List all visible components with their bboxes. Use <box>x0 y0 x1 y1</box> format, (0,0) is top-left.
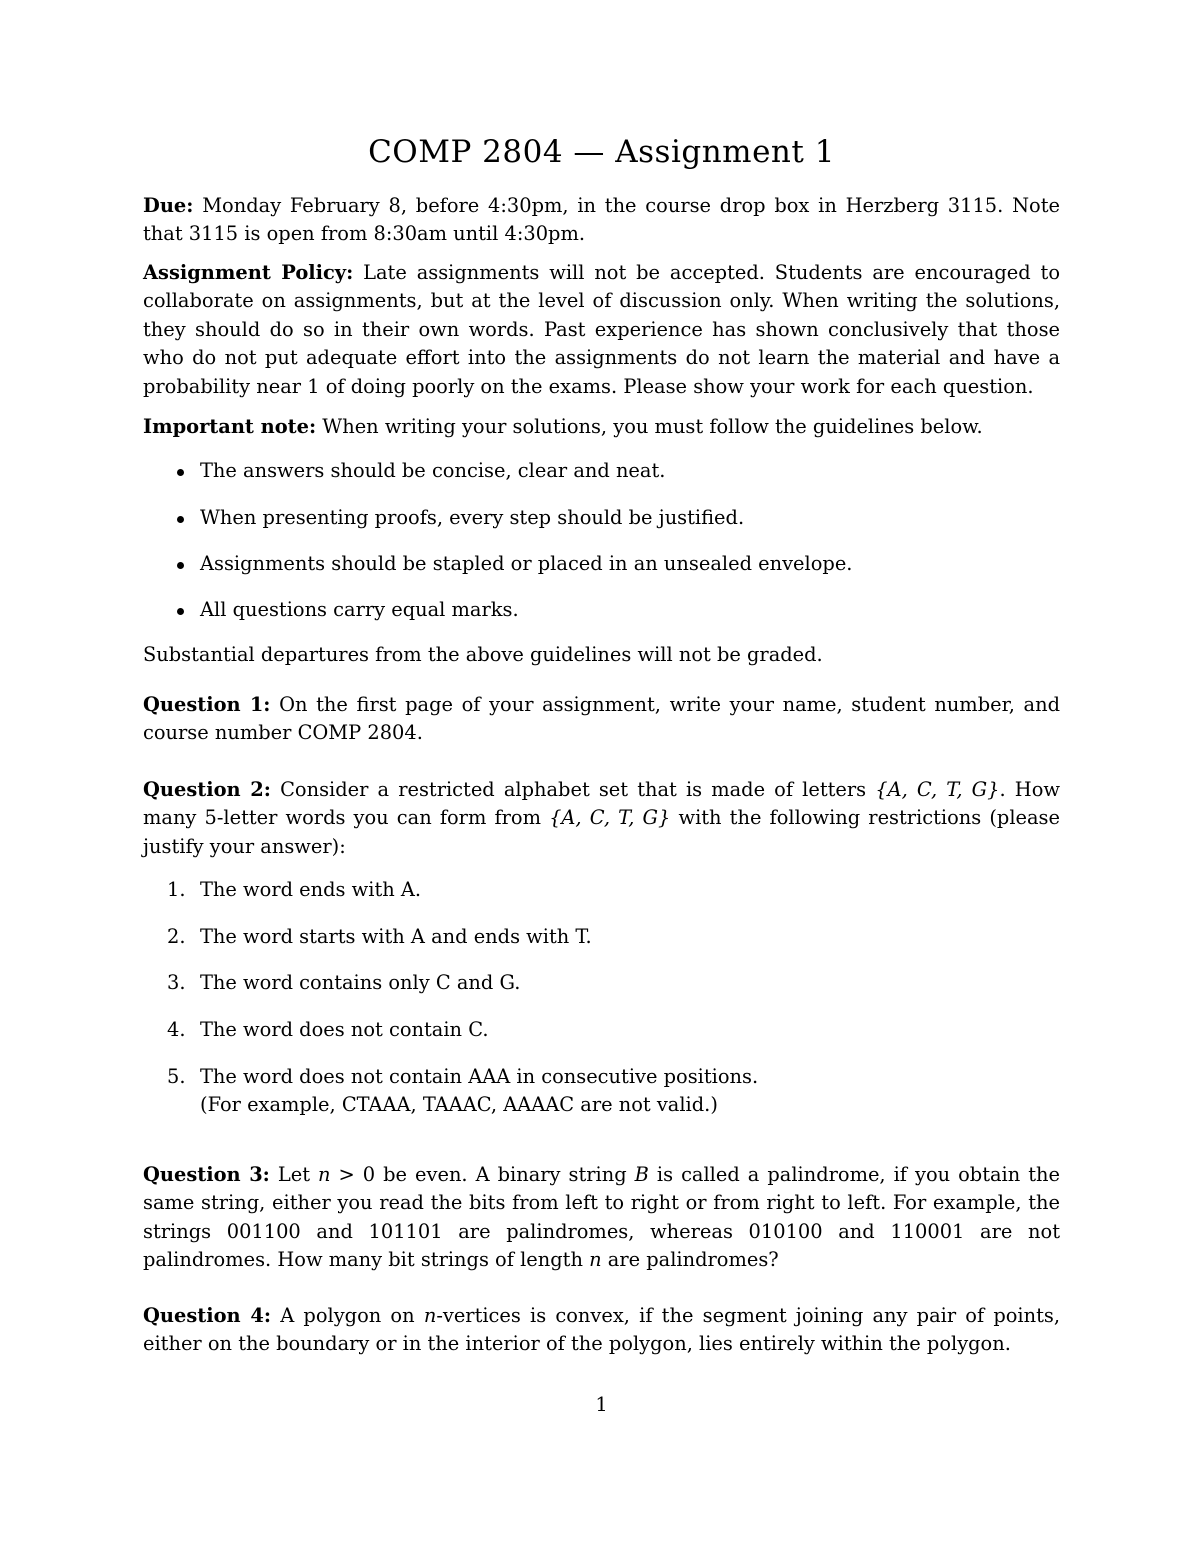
alphabet-set: {A, C, T, G} <box>875 778 1000 801</box>
page-number: 1 <box>595 1393 608 1416</box>
question-1 <box>143 691 1060 748</box>
due-label: Due: <box>143 194 194 217</box>
question-2-label: Question 2: <box>143 778 271 801</box>
bullet-icon <box>177 469 184 476</box>
question-3-label: Question 3: <box>143 1163 270 1186</box>
question-1-label: Question 1: <box>143 693 271 716</box>
bullet-icon <box>177 608 184 615</box>
question-2: Question 2: Consider a restricted alphabet set that is made of letters {A, C, T, G}. How many 5-letter words you can form from {A, C, T, G} with the following restrictions (please justify your answer): <box>143 778 1060 858</box>
note-paragraph <box>143 413 1060 441</box>
question-1-text: On the first page of your assignment, write your name, student number, and course number COMP 2804. <box>143 693 1060 745</box>
policy-paragraph <box>143 259 1060 401</box>
question-3: Question 3: Let n > 0 be even. A binary string B is called a palindrome, if you obtain the same string, either you read the bits from left to right or from right to left. For example, the strings 001100 and 101101 are palindromes, whereas 010100 and 110001 are not palindromes. How many bit strings of length n are palindromes? <box>143 1163 1060 1272</box>
due-paragraph <box>143 192 1060 249</box>
question-4-label: Question 4: <box>143 1304 272 1327</box>
policy-text: Late assignments will not be accepted. Students are encouraged to collaborate on assignments, but at the level of discussion only. When writing the solutions, they should do so in their own words. Past experience has shown conclusively that those who do not put adequate effort into the assignments do not learn the material and have a probability near 1 of doing poorly on the exams. Please show your work for each question. <box>143 261 1060 398</box>
note-text: When writing your solutions, you must follow the guidelines below. <box>322 415 983 438</box>
alphabet-set: {A, C, T, G} <box>549 806 671 830</box>
page-title: COMP 2804 — Assignment 1 <box>368 134 835 170</box>
question-4: Question 4: A polygon on n-vertices is convex, if the segment joining any pair of points, either on the boundary or in the interior of the polygon, lies entirely within the polygon. <box>143 1304 1061 1356</box>
note-label: Important note: <box>143 415 317 438</box>
due-text: Monday February 8, before 4:30pm, in the course drop box in Herzberg 3115. Note that 3115 is open from 8:30am until 4:30pm. <box>143 194 1060 246</box>
bullet-icon <box>177 516 184 523</box>
departures-paragraph: Substantial departures from the above guidelines will not be graded. <box>143 643 823 666</box>
bullet-icon <box>177 562 184 569</box>
policy-label: Assignment Policy: <box>143 261 354 284</box>
